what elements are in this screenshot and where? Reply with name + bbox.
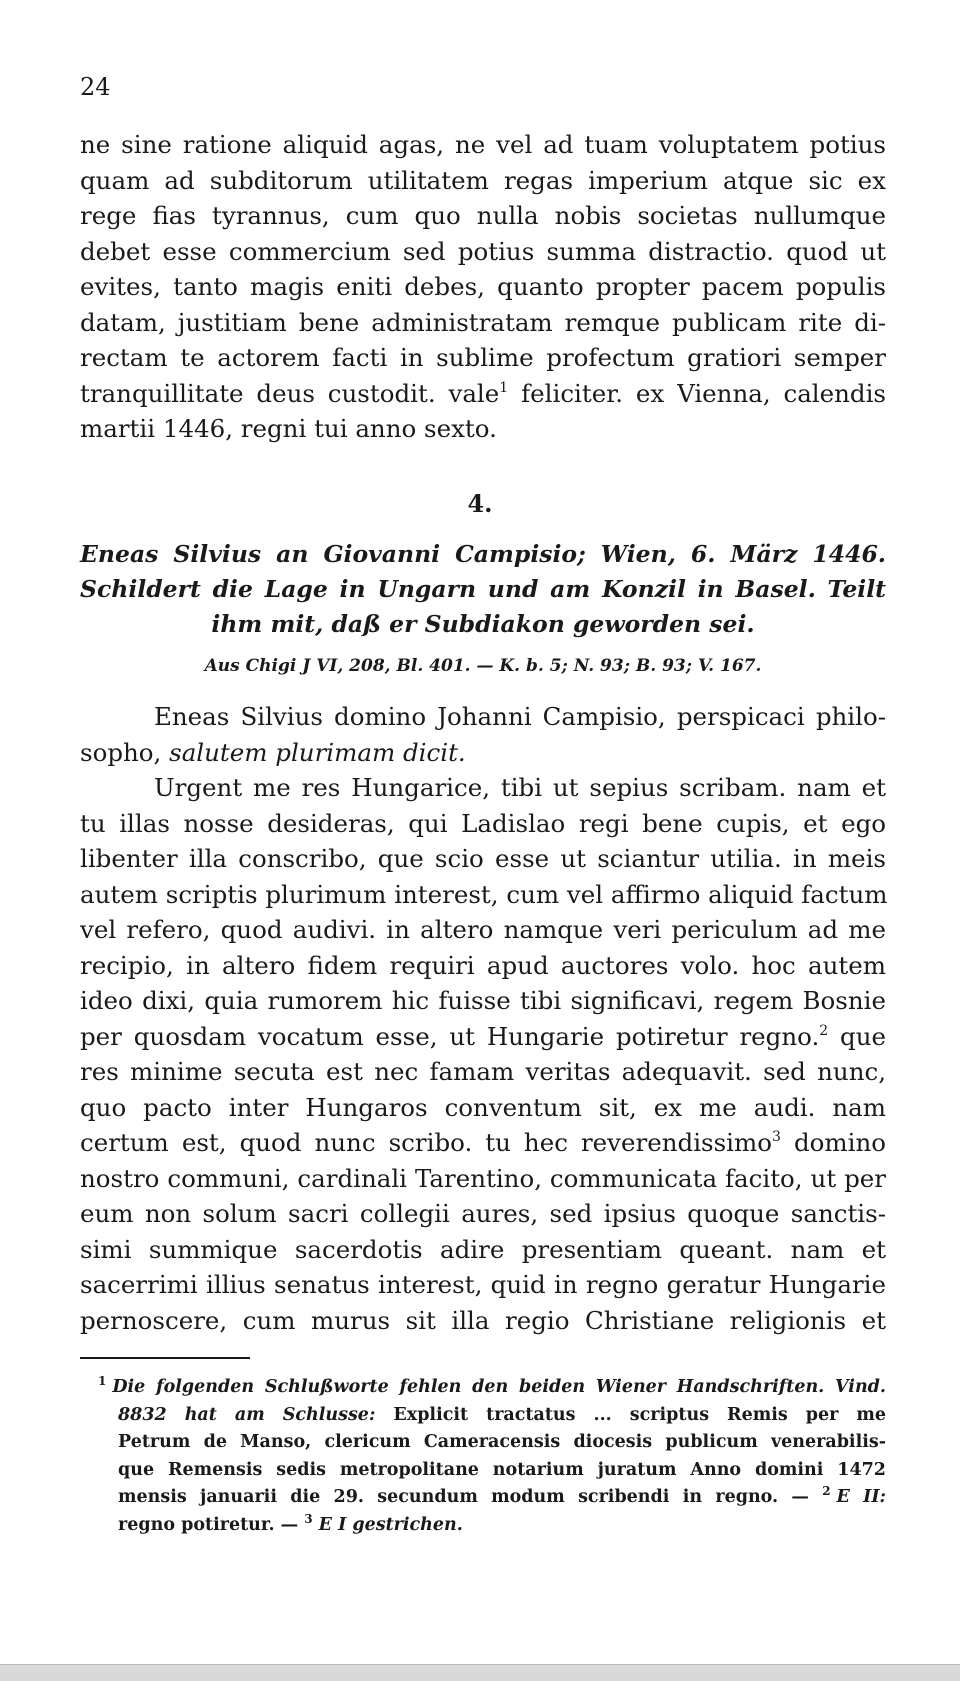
text-fragment: tranquillitate deus custodit. vale	[80, 378, 500, 408]
text-line: recipio, in altero fidem requiri apud auctores volo. hoc autem	[80, 950, 886, 980]
letter-heading	[80, 537, 886, 642]
text-line: quam ad subditorum utilitatem regas imperium atque sic ex	[80, 165, 886, 195]
text-line: Urgent me res Hungarice, tibi ut sepius scribam. nam et	[154, 773, 886, 802]
footnote-italic: E I gestrichen.	[318, 1514, 463, 1535]
text-line: nostro communi, cardinali Tarentino, communicata facito, ut per	[80, 1163, 886, 1193]
footnote-divider	[80, 1357, 250, 1359]
text-line: debet esse commercium sed potius summa distractio. quod ut	[80, 236, 886, 266]
text-line: eum non solum sacri collegii aures, sed ipsius quoque sanctis-	[80, 1199, 886, 1228]
footnote-marker: 3	[772, 1129, 781, 1145]
footnote-italic: E II:	[836, 1487, 886, 1507]
footnotes	[80, 1374, 886, 1539]
text-fragment: certum est, quod nunc scribo. tu hec reverendissimo	[80, 1128, 772, 1157]
text-line: rege fias tyrannus, cum quo nulla nobis societas nullumque	[80, 201, 886, 230]
text-line: pernoscere, cum murus sit illa regio Christiane religionis et	[80, 1305, 886, 1335]
footnote-line	[80, 1512, 886, 1540]
letter-number: 4.	[467, 489, 493, 518]
footnote-text: mensis januarii die 29. secundum modum scribendi in regno. —	[118, 1487, 809, 1507]
heading-line: ihm mit, daß er Subdiakon geworden sei.	[211, 610, 755, 638]
footnote-line: Petrum de Manso, clericum Cameracensis diocesis publicum venerabilis-	[118, 1432, 886, 1452]
salutation-line: Eneas Silvius domino Johanni Campisio, perspicaci philo-	[154, 702, 886, 731]
scan-bottom-edge	[0, 1664, 960, 1681]
footnote-number: 2	[822, 1484, 831, 1498]
text-line: ne sine ratione aliquid agas, ne vel ad tuam voluptatem potius	[80, 130, 886, 159]
footnote-number: 1	[98, 1374, 107, 1388]
text-line: simi summique sacerdotis adire presentiam queant. nam et	[80, 1234, 886, 1264]
text-line: vel refero, quod audivi. in altero namque veri periculum ad me	[80, 915, 886, 944]
footnote-italic: Die folgenden Schlußworte fehlen den beiden Wiener Handschriften. Vind.	[112, 1377, 886, 1397]
text-line: quo pacto inter Hungaros conventum sit, ex me audi. nam	[80, 1092, 886, 1122]
footnote-italic: 8832 hat am Schlusse:	[118, 1404, 376, 1425]
footnote-marker: 2	[819, 1022, 829, 1039]
footnote-line	[80, 1484, 886, 1512]
footnote-text: Explicit tractatus ... scriptus Remis per me	[393, 1404, 886, 1425]
body-text-continuation	[80, 127, 886, 447]
text-fragment: per quosdam vocatum esse, ut Hungarie potiretur regno.	[80, 1021, 820, 1051]
footnote-line	[80, 1374, 886, 1402]
text-line	[80, 1019, 886, 1055]
text-line: martii 1446, regni tui anno sexto.	[80, 414, 497, 443]
text-line: autem scriptis plurimum interest, cum vel affirmo aliquid factum	[80, 879, 888, 909]
salutation-italic: salutem plurimam dicit.	[169, 737, 466, 767]
text-line: ideo dixi, quia rumorem hic fuisse tibi significavi, regem Bosnie	[80, 986, 886, 1015]
text-fragment: feliciter. ex Vienna, calendis	[521, 378, 887, 408]
letter-source: Aus Chigi J VI, 208, Bl. 401. — K. b. 5; N. 93; B. 93; V. 167.	[204, 656, 762, 676]
text-line: datam, justitiam bene administratam remque publicam rite di-	[80, 307, 886, 337]
heading-line: Schildert die Lage in Ungarn und am Konzil in Basel. Teilt	[80, 575, 886, 603]
footnote-line	[80, 1402, 886, 1430]
text-line: libenter illa conscribo, que scio esse ut sciantur utilia. in meis	[80, 844, 886, 873]
letter-body	[80, 770, 886, 1338]
heading-line: Eneas Silvius an Giovanni Campisio; Wien, 6. März 1446.	[80, 540, 886, 568]
text-line	[80, 376, 886, 412]
text-fragment: sopho,	[80, 737, 162, 767]
text-line	[80, 1125, 886, 1161]
text-fragment: domino	[793, 1128, 886, 1157]
footnote-marker: 1	[499, 379, 509, 396]
footnote-text: regno potiretur. —	[118, 1514, 299, 1535]
salutation	[80, 699, 886, 770]
text-line: res minime secuta est nec famam veritas adequavit. sed nunc,	[80, 1057, 886, 1086]
footnote-line: que Remensis sedis metropolitane notarium juratum Anno domini 1472	[118, 1459, 886, 1480]
text-line: sacerrimi illius senatus interest, quid in regno geratur Hungarie	[80, 1270, 886, 1299]
text-line: rectam te actorem facti in sublime profectum gratiori semper	[80, 343, 886, 372]
text-fragment: que	[840, 1021, 886, 1051]
text-line: tu illas nosse desideras, qui Ladislao regi bene cupis, et ego	[80, 808, 886, 838]
footnote-number: 3	[304, 1511, 313, 1526]
page-number: 24	[80, 73, 111, 101]
text-line: evites, tanto magis eniti debes, quanto propter pacem populis	[80, 272, 886, 301]
salutation-line	[80, 735, 886, 771]
